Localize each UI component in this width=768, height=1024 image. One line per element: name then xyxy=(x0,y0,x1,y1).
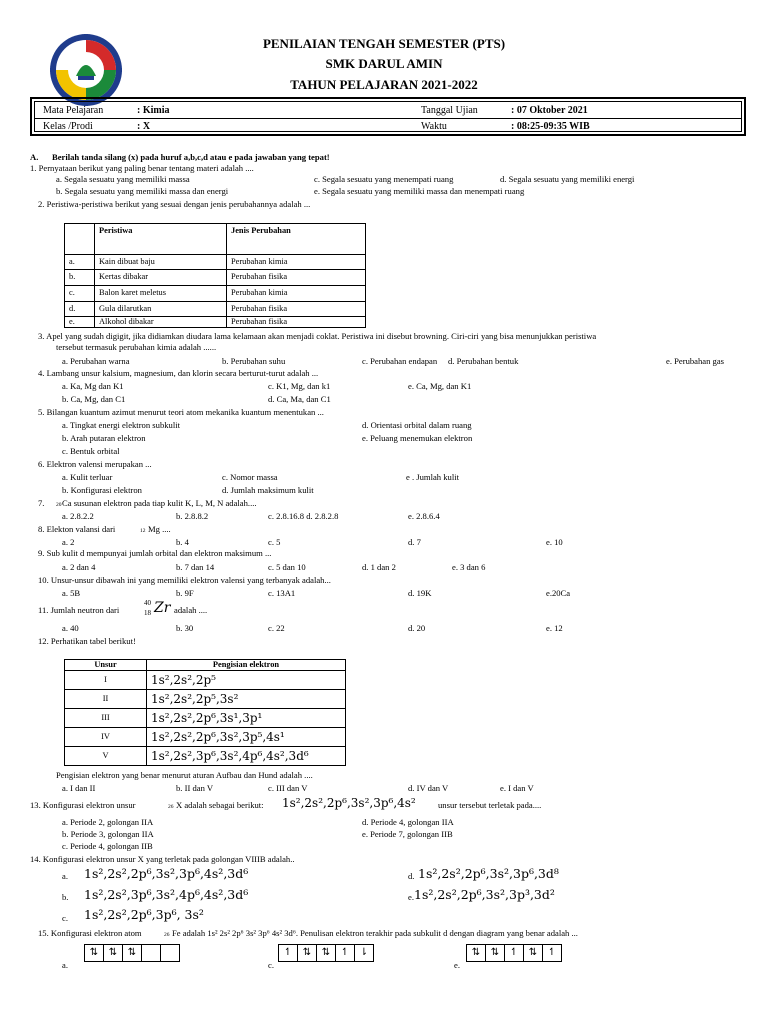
q12-row-config: 1s²,2s²,2p⁵,3s² xyxy=(147,690,346,709)
q11-tail: adalah .... xyxy=(174,605,208,615)
q12-row-v[interactable] xyxy=(65,747,346,766)
question-15-text: 15. Konfigurasi elektron atom xyxy=(38,928,142,938)
q10-option-b[interactable]: b. 9F xyxy=(176,588,194,598)
question-13-text: 13. Konfigurasi elektron unsur xyxy=(30,800,136,810)
q2-row-e[interactable] xyxy=(65,317,366,328)
q10-option-e[interactable]: e.20Ca xyxy=(546,588,571,598)
q11-option-b[interactable]: b. 30 xyxy=(176,623,194,633)
q14-option-e-label[interactable]: e. xyxy=(408,892,414,902)
q10-option-c[interactable]: c. 13A1 xyxy=(268,588,296,598)
q2-row-a[interactable] xyxy=(65,255,366,270)
q10-option-d[interactable]: d. 19K xyxy=(408,588,432,598)
q15-option-c-diagram[interactable] xyxy=(278,944,374,962)
q14-option-c-label[interactable]: c. xyxy=(62,913,68,923)
question-4-text: 4. Lambang unsur kalsium, magnesium, dan klorin secara berturut-turut adalah ... xyxy=(38,368,319,378)
q12-row-iv[interactable] xyxy=(65,728,346,747)
orbital-box: ↿ xyxy=(278,944,298,962)
q11-atomic-number: 18 xyxy=(144,609,151,617)
orbital-box: ⇅ xyxy=(84,944,104,962)
subject-label: Mata Pelajaran xyxy=(43,105,104,116)
q2-row-d[interactable] xyxy=(65,302,366,317)
q2-row-event: Balon karet meletus xyxy=(95,286,227,302)
section-letter: A. xyxy=(30,152,39,162)
q9-option-c[interactable]: c. 5 dan 10 xyxy=(268,562,306,572)
q1-option-b[interactable]: b. Segala sesuatu yang memiliki massa dan energi xyxy=(56,186,229,196)
q8-option-d[interactable]: d. 7 xyxy=(408,537,421,547)
q12-row-iii[interactable] xyxy=(65,709,346,728)
orbital-box: ↿ xyxy=(542,944,562,962)
question-8-text: 8. Elekton valansi dari xyxy=(38,524,116,534)
q2-row-opt: b. xyxy=(65,270,95,286)
q6-option-d[interactable]: d. Jumlah maksimum kulit xyxy=(222,485,314,495)
q3-option-c[interactable]: c. Perubahan endapan xyxy=(362,356,438,366)
q8-element: Mg .... xyxy=(148,524,171,534)
q2-row-event: Kain dibuat baju xyxy=(95,255,227,270)
q2-row-opt: c. xyxy=(65,286,95,302)
q2-row-type: Perubahan fisika xyxy=(227,302,366,317)
q1-option-e[interactable]: e. Segala sesuatu yang memiliki massa dan menempati ruang xyxy=(314,186,525,196)
q12-option-a[interactable]: a. I dan II xyxy=(62,783,96,793)
orbital-box: ⇂ xyxy=(354,944,374,962)
orbital-box: ⇅ xyxy=(485,944,505,962)
school-name: SMK DARUL AMIN xyxy=(325,56,443,71)
question-3-text: 3. Apel yang sudah digigit, jika didiamkan diudara lama kelamaan akan menjadi coklat. Peristiwa ini disebut browning. Ciri-ciri yang bisa menunjukkan peristiwa xyxy=(38,331,597,341)
q13-option-d[interactable]: d. Periode 4, golongan IIA xyxy=(362,817,454,827)
q2-row-opt: d. xyxy=(65,302,95,317)
q5-option-c[interactable]: c. Bentuk orbital xyxy=(62,446,120,456)
q3-option-b[interactable]: b. Perubahan suhu xyxy=(222,356,286,366)
q14-option-d[interactable]: 1s²,2s²,2p⁶,3s²,3p⁶,3d⁸ xyxy=(418,866,559,881)
q14-option-b-label[interactable]: b. xyxy=(62,892,69,902)
q2-table xyxy=(64,223,366,328)
q1-option-c[interactable]: c. Segala sesuatu yang menempati ruang xyxy=(314,174,454,184)
q13-atomic-number: 26 xyxy=(168,804,174,810)
q15-option-a-diagram[interactable] xyxy=(84,944,180,962)
q15-option-c-label[interactable]: c. xyxy=(268,960,274,970)
q12-row-config: 1s²,2s²,2p⁶,3s²,3p⁵,4s¹ xyxy=(147,728,346,747)
q11-mass-number: 40 xyxy=(144,599,151,607)
q12-row-config: 1s²,2s²,2p⁶,3s¹,3p¹ xyxy=(147,709,346,728)
q13-config: 1s²,2s²,2p⁶,3s²,3p⁶,4s² xyxy=(282,796,416,810)
q12-row-label: I xyxy=(65,671,147,690)
orbital-box xyxy=(141,944,161,962)
q14-option-b[interactable]: 1s²,2s²,3p⁶,3s²,4p⁶,4s²,3d⁶ xyxy=(84,887,249,902)
q2-row-opt: e. xyxy=(65,317,95,328)
q11-element: Zr xyxy=(154,600,171,616)
orbital-box: ⇅ xyxy=(466,944,486,962)
q12-row-ii[interactable] xyxy=(65,690,346,709)
academic-year: TAHUN PELAJARAN 2021-2022 xyxy=(290,77,478,92)
q4-option-a[interactable]: a. Ka, Mg dan K1 xyxy=(62,381,124,391)
q2-row-b[interactable] xyxy=(65,270,366,286)
q4-option-c[interactable]: c. K1, Mg, dan k1 xyxy=(268,381,331,391)
date-value: : 07 Oktober 2021 xyxy=(511,105,588,116)
q12-table xyxy=(64,659,346,766)
q12-row-config: 1s²,2s²,2p⁵ xyxy=(147,671,346,690)
q9-option-e[interactable]: e. 3 dan 6 xyxy=(452,562,486,572)
q12-option-e[interactable]: e. I dan V xyxy=(500,783,534,793)
q11-option-a[interactable]: a. 40 xyxy=(62,623,79,633)
q12-row-label: IV xyxy=(65,728,147,747)
q6-option-a[interactable]: a. Kulit terluar xyxy=(62,472,113,482)
q13-option-b[interactable]: b. Periode 3, golongan IIA xyxy=(62,829,154,839)
orbital-box: ⇅ xyxy=(103,944,123,962)
question-13-text-cont: X adalah sebagai berikut: xyxy=(176,800,264,810)
q8-option-e[interactable]: e. 10 xyxy=(546,537,563,547)
q2-row-type: Perubahan fisika xyxy=(227,317,366,328)
q6-option-c[interactable]: c. Nomor massa xyxy=(222,472,278,482)
q2-row-type: Perubahan fisika xyxy=(227,270,366,286)
question-5-text: 5. Bilangan kuantum azimut menurut teori atom mekanika kuantum menentukan ... xyxy=(38,407,324,417)
q9-option-a[interactable]: a. 2 dan 4 xyxy=(62,562,96,572)
q2-row-event: Alkohol dibakar xyxy=(95,317,227,328)
question-10-text: 10. Unsur-unsur dibawah ini yang memiliki elektron valensi yang terbanyak adalah... xyxy=(38,575,331,585)
time-value: : 08:25-09:35 WIB xyxy=(511,121,590,132)
q11-option-d[interactable]: d. 20 xyxy=(408,623,426,633)
q2-row-event: Kertas dibakar xyxy=(95,270,227,286)
q5-option-d[interactable]: d. Orientasi orbital dalam ruang xyxy=(362,420,472,430)
q7-option-a[interactable]: a. 2.8.2.2 xyxy=(62,511,94,521)
q11-option-c[interactable]: c. 22 xyxy=(268,623,285,633)
question-12-text: 12. Perhatikan tabel berikut! xyxy=(38,636,136,646)
orbital-box xyxy=(160,944,180,962)
q8-option-b[interactable]: b. 4 xyxy=(176,537,189,547)
q12-row-i[interactable] xyxy=(65,671,346,690)
question-7-text: Ca susunan elektron pada tiap kulit K, L, M, N adalah.... xyxy=(62,498,257,508)
q4-option-d[interactable]: d. Ca, Ma, dan C1 xyxy=(268,394,331,404)
q3-option-a[interactable]: a. Perubahan warna xyxy=(62,356,130,366)
section-instruction: Berilah tanda silang (x) pada huruf a,b,c,d atau e pada jawaban yang tepat! xyxy=(52,152,330,162)
q12-row-label: III xyxy=(65,709,147,728)
q8-option-a[interactable]: a. 2 xyxy=(62,537,75,547)
q15-option-e-label[interactable]: e. xyxy=(454,960,460,970)
class-value: : X xyxy=(137,121,151,132)
q12-header-element: Unsur xyxy=(65,660,147,671)
orbital-box: ⇅ xyxy=(316,944,336,962)
q14-option-c[interactable]: 1s²,2s²,2p⁶,3p⁶, 3s² xyxy=(84,907,204,922)
question-11-text: 11. Jumlah neutron dari xyxy=(38,605,120,615)
q5-option-b[interactable]: b. Arah putaran elektron xyxy=(62,433,146,443)
q15-option-a-label[interactable]: a. xyxy=(62,960,68,970)
q6-option-b[interactable]: b. Konfigurasi elektron xyxy=(62,485,142,495)
q7-option-b[interactable]: b. 2.8.8.2 xyxy=(176,511,209,521)
question-3-text-cont: tersebut termasuk perubahan kimia adalah ...... xyxy=(56,342,217,352)
q12-row-config: 1s²,2s²,3p⁶,3s²,4p⁶,4s²,3d⁶ xyxy=(147,747,346,766)
orbital-box: ↿ xyxy=(504,944,524,962)
q14-option-e[interactable]: 1s²,2s²,2p⁶,3s²,3p³,3d² xyxy=(414,887,555,902)
q7-atomic-number: 20 xyxy=(56,502,62,508)
q12-option-c[interactable]: c. III dan V xyxy=(268,783,308,793)
q2-header-event: Peristiwa xyxy=(95,224,227,255)
orbital-box: ⇅ xyxy=(297,944,317,962)
question-1-text: 1. Pernyataan berikut yang paling benar tentang materi adalah .... xyxy=(30,163,254,173)
q15-option-e-diagram[interactable] xyxy=(466,944,562,962)
q2-row-event: Gula dilarutkan xyxy=(95,302,227,317)
exam-info-box xyxy=(30,97,746,136)
q8-atomic-number: 12 xyxy=(140,528,146,534)
q8-option-c[interactable]: c. 5 xyxy=(268,537,281,547)
question-9-text: 9. Sub kulit d mempunyai jumlah orbital dan elektron maksimum ... xyxy=(38,548,272,558)
q4-option-b[interactable]: b. Ca, Mg, dan C1 xyxy=(62,394,126,404)
q13-tail: unsur tersebut terletak pada.... xyxy=(438,800,542,810)
q7-option-e[interactable]: e. 2.8.6.4 xyxy=(408,511,440,521)
q12-option-b[interactable]: b. II dan V xyxy=(176,783,214,793)
q2-row-type: Perubahan kimia xyxy=(227,255,366,270)
orbital-box: ⇅ xyxy=(122,944,142,962)
q2-row-c[interactable] xyxy=(65,286,366,302)
q2-header-type: Jenis Perubahan xyxy=(227,224,366,255)
orbital-box: ↿ xyxy=(335,944,355,962)
q1-option-a[interactable]: a. Segala sesuatu yang memiliki massa xyxy=(56,174,190,184)
q2-row-opt: a. xyxy=(65,255,95,270)
q5-option-e[interactable]: e. Peluang menemukan elektron xyxy=(362,433,473,443)
q14-option-a[interactable]: 1s²,2s²,2p⁶,3s²,3p⁶,4s²,3d⁶ xyxy=(84,866,249,881)
q12-row-label: V xyxy=(65,747,147,766)
q12-header-config: Pengisian elektron xyxy=(147,660,346,671)
orbital-box: ⇅ xyxy=(523,944,543,962)
subject-value: : Kimia xyxy=(137,105,170,116)
q10-option-a[interactable]: a. 5B xyxy=(62,588,81,598)
q13-option-e[interactable]: e. Periode 7, golongan IIB xyxy=(362,829,453,839)
q14-option-a-label[interactable]: a. xyxy=(62,871,68,881)
question-7-num: 7. xyxy=(38,498,45,508)
q9-option-b[interactable]: b. 7 dan 14 xyxy=(176,562,215,572)
q11-option-e[interactable]: e. 12 xyxy=(546,623,563,633)
exam-title: PENILAIAN TENGAH SEMESTER (PTS) xyxy=(262,36,506,51)
q9-option-d[interactable]: d. 1 dan 2 xyxy=(362,562,396,572)
q3-option-e[interactable]: e. Perubahan gas xyxy=(666,356,724,366)
q12-option-d[interactable]: d. IV dan V xyxy=(408,783,449,793)
q4-option-e[interactable]: e. Ca, Mg, dan K1 xyxy=(408,381,472,391)
question-14-text: 14. Konfigurasi elektron unsur X yang terletak pada golongan VIIIB adalah.. xyxy=(30,854,295,864)
q15-atomic-number: 26 xyxy=(164,932,170,938)
question-2-text: 2. Peristiwa-peristiwa berikut yang sesuai dengan jenis perubahannya adalah ... xyxy=(38,199,311,209)
q6-option-e[interactable]: e . Jumlah kulit xyxy=(406,472,459,482)
q14-option-d-label[interactable]: d. xyxy=(408,871,415,881)
class-label: Kelas /Prodi xyxy=(43,121,93,132)
q7-option-cd[interactable]: c. 2.8.16.8 d. 2.8.2.8 xyxy=(268,511,339,521)
q12-question: Pengisian elektron yang benar menurut aturan Aufbau dan Hund adalah .... xyxy=(56,770,313,780)
q13-option-c[interactable]: c. Periode 4, golongan IIB xyxy=(62,841,153,851)
question-6-text: 6. Elektron valensi merupakan ... xyxy=(38,459,152,469)
time-label: Waktu xyxy=(421,121,447,132)
date-label: Tanggal Ujian xyxy=(421,105,478,116)
q5-option-a[interactable]: a. Tingkat energi elektron subkulit xyxy=(62,420,180,430)
q1-option-d[interactable]: d. Segala sesuatu yang memiliki energi xyxy=(500,174,635,184)
question-15-text-cont: Fe adalah 1s² 2s² 2p⁶ 3s² 3p⁶ 4s² 3d⁶. Penulisan elektron terakhir pada subkulit d dengan diagram yang benar adalah ... xyxy=(172,928,578,938)
q3-option-d[interactable]: d. Perubahan bentuk xyxy=(448,356,519,366)
q12-row-label: II xyxy=(65,690,147,709)
q2-row-type: Perubahan kimia xyxy=(227,286,366,302)
q13-option-a[interactable]: a. Periode 2, golongan IIA xyxy=(62,817,154,827)
